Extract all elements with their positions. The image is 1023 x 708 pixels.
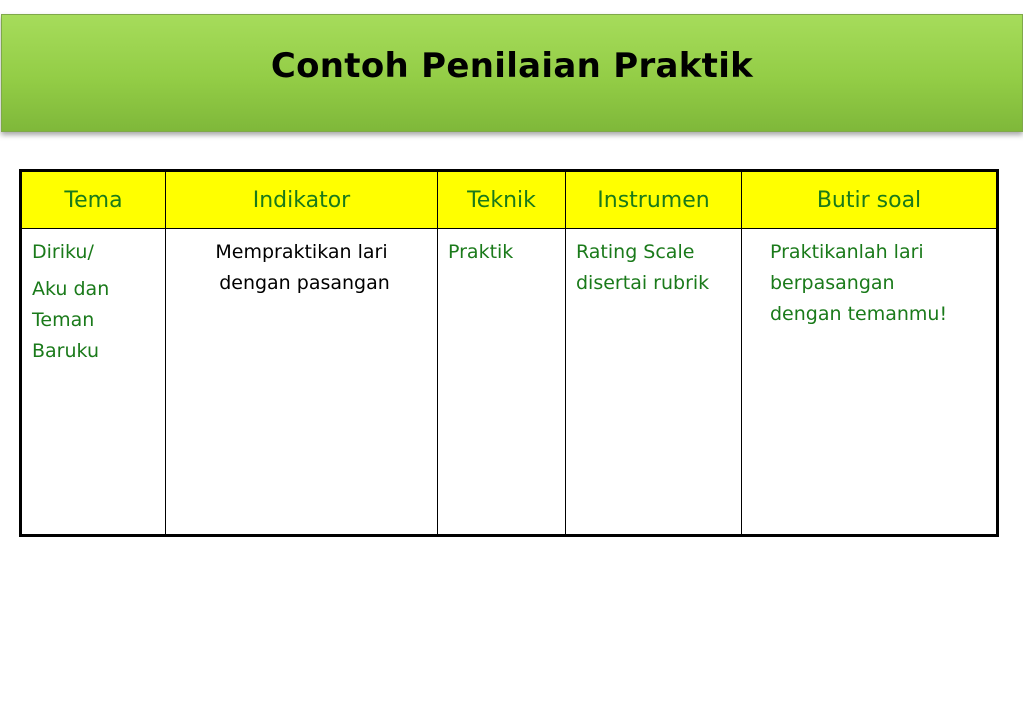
indikator-line-2: dengan pasangan <box>219 272 390 294</box>
header-instrumen: Instrumen <box>566 171 742 229</box>
tema-line-1: Diriku/ <box>32 241 94 263</box>
tema-line-2: Aku dan Teman Baruku <box>32 278 110 362</box>
cell-butir-soal <box>742 229 998 536</box>
butir-line-3: dengan temanmu! <box>770 303 948 325</box>
butir-line-2: berpasangan <box>770 272 895 294</box>
cell-tema <box>21 229 166 536</box>
instrumen-line-2: disertai rubrik <box>576 272 710 294</box>
teknik-text: Praktik <box>448 241 514 263</box>
butir-line-1: Praktikanlah lari <box>770 241 924 263</box>
header-teknik: Teknik <box>438 171 566 229</box>
cell-indikator <box>166 229 438 536</box>
slide-title: Contoh Penilaian Praktik <box>270 46 754 86</box>
header-butir-soal: Butir soal <box>742 171 998 229</box>
cell-instrumen <box>566 229 742 536</box>
table-header-row <box>21 171 998 229</box>
header-indikator: Indikator <box>166 171 438 229</box>
indikator-line-1: Mempraktikan lari <box>215 241 388 263</box>
table-row <box>21 229 998 536</box>
title-banner <box>1 14 1023 132</box>
instrumen-line-1: Rating Scale <box>576 241 695 263</box>
header-tema: Tema <box>21 171 166 229</box>
assessment-table <box>19 169 999 537</box>
cell-teknik <box>438 229 566 536</box>
